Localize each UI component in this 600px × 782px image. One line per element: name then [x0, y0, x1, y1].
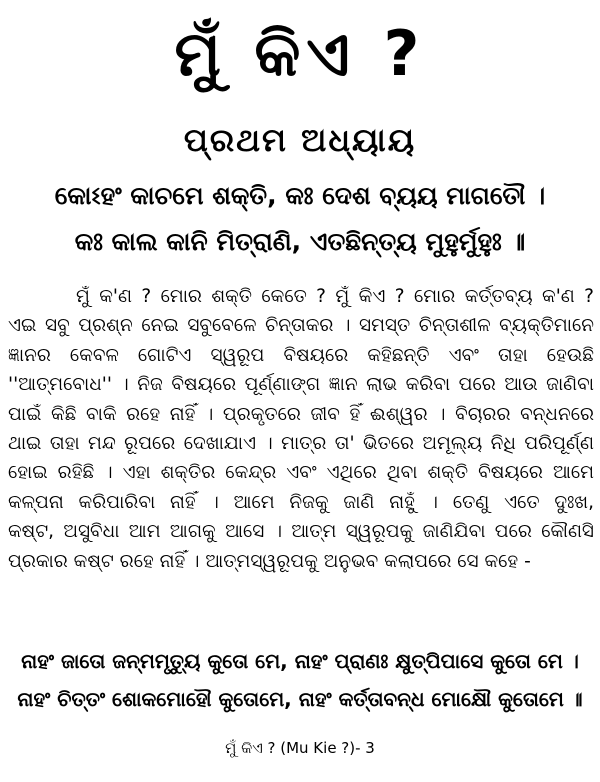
paragraph-line: ମୁଁ କ'ଣ ? ମୋର ଶକ୍ତି କେତେ ? ମୁଁ କିଏ ? ମୋର କର୍ତ୍ତବ୍ୟ କ'ଣ ? [76, 286, 594, 307]
paragraph-line: ପ୍ରକାର କଷ୍ଟ ରହେ ନାହିଁ । ଆତ୍ମସ୍ୱରୂପକୁ ଅନୁଭବ କଲାପରେ ସେ କହେ - [8, 550, 531, 572]
paragraph-line: ଏଇ ସବୁ ପ୍ରଶ୍ନ ନେଇ ସବୁବେଳେ ଚିନ୍ତାକର । ସମସ୍ତ ଚିନ୍ତାଶୀଳ ବ୍ୟକ୍ତିମାନେ [8, 315, 594, 337]
paragraph-line: ''ଆତ୍ମବୋଧ'' । ନିଜ ବିଷୟରେ ପୂର୍ଣ୍ଣାଙ୍ଗ ଜ୍ଞାନ ଲାଭ କରିବା ପରେ ଆଉ ଜାଣିବା [8, 374, 594, 396]
chapter-heading: ପ୍ରଥମ ଅଧ୍ୟାୟ [183, 121, 417, 159]
quote-line-1: ନାହଂ ଜାତୋ ଜନ୍ମମୃତ୍ୟୁ କୁତୋ ମେ, ନାହଂ ପ୍ରାଣଃ କ୍ଷୁତ୍ପିପାସେ କୁତୋ ମେ । [21, 649, 579, 673]
paragraph-line: ପାଇଁ କିଛି ବାକି ରହେ ନାହିଁ । ପ୍ରକୃତରେ ଜୀବ ହିଁ ଈଶ୍ୱର । ବିଚାରର ବନ୍ଧନରେ [8, 403, 594, 425]
paragraph-line: ଥାଇ ତାହା ମନ୍ଦ ରୂପରେ ଦେଖାଯାଏ । ମାତ୍ର ତା' ଭିତରେ ଅମୂଲ୍ୟ ନିଧି ପରିପୂର୍ଣ୍ଣ [8, 433, 594, 455]
paragraph-line: କଷ୍ଟ, ଅସୁବିଧା ଆମ ଆଗକୁ ଆସେ । ଆତ୍ମ ସ୍ୱରୂପକୁ ଜାଣିଯିବା ପରେ କୌଣସି [8, 521, 594, 543]
quote-line-2: ନାହଂ ଚିତ୍ତଂ ଶୋକମୋହୌ କୁତୋମେ, ନାହଂ କର୍ତ୍ତାବନ୍ଧ ମୋକ୍ଷୌ କୁତୋମେ ॥ [17, 687, 583, 711]
paragraph-line: କଳ୍ପନା କରିପାରିବା ନାହିଁ । ଆମେ ନିଜକୁ ଜାଣି ନାହୁଁ । ତେଣୁ ଏତେ ଦୁଃଖ, [8, 491, 594, 513]
body-paragraph [8, 282, 594, 576]
paragraph-line: ହୋଇ ରହିଛି । ଏହା ଶକ୍ତିର କେନ୍ଦ୍ର ଏବଂ ଏଥିରେ ଥିବା ଶକ୍ତି ବିଷୟରେ ଆମେ [8, 462, 594, 484]
verse-line-1: କୋଽହଂ କାଚମେ ଶକ୍ତି, କଃ ଦେଶ ବ୍ୟୟ ମାଗତୌ । [54, 181, 546, 210]
verse-line-2: କଃ କାଲ କାନି ମିତ୍ରାଣି, ଏତଛିନ୍ତ୍ୟ ମୁହୁର୍ମୁହୁଃ ॥ [74, 227, 526, 256]
page-footer: ମୁଁ କିଏ ? (Mu Kie ?)- 3 [225, 739, 375, 757]
paragraph-line: ଜ୍ଞାନର କେବଳ ଗୋଟିଏ ସ୍ୱରୂପ ବିଷୟରେ କହିଛନ୍ତି ଏବଂ ତାହା ହେଉଛି [8, 344, 594, 366]
page-title: ମୁଁ କିଏ ? [174, 17, 426, 90]
